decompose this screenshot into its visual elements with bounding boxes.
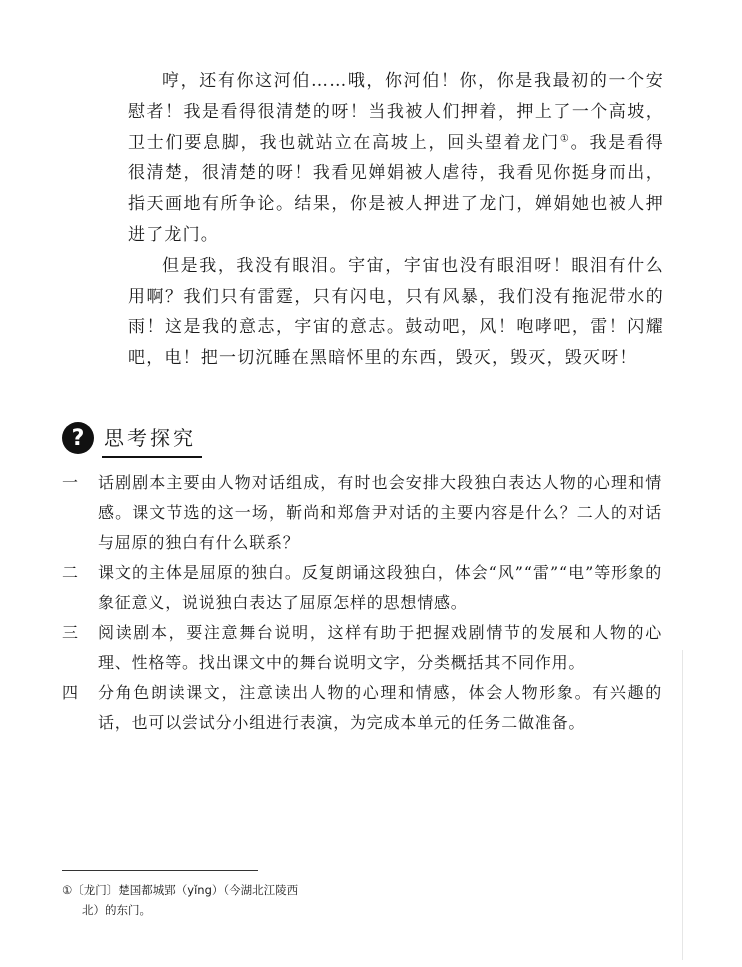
- drama-excerpt: [128, 66, 664, 374]
- question-list: [62, 468, 662, 738]
- question-text: 阅读剧本，要注意舞台说明，这样有助于把握戏剧情节的发展和人物的心理、性格等。找出课文中的舞台说明文字，分类概括其不同作用。: [98, 623, 662, 672]
- monologue-paragraph-1: [128, 66, 664, 251]
- paragraph-1-text-a: 哼，还有你这河伯……哦，你河伯！你，你是我最初的一个安慰者！我是看得很清楚的呀！当我被人们押着，押上了一个高坡，卫士们要息脚，我也就站立在高坡上，回头望着龙门: [128, 71, 664, 153]
- footnote-line-2: 北）的东门。: [82, 903, 151, 917]
- question-text: 分角色朗读课文，注意读出人物的心理和情感，体会人物形象。有兴趣的话，也可以尝试分小组进行表演，为完成本单元的任务二做准备。: [98, 683, 662, 732]
- question-number: 一: [62, 473, 79, 492]
- question-text: 话剧剧本主要由人物对话组成，有时也会安排大段独白表达人物的心理和情感。课文节选的这一场，靳尚和郑詹尹对话的主要内容是什么？二人的对话与屈原的独白有什么联系？: [98, 473, 662, 552]
- question-number: 四: [62, 683, 79, 702]
- footnote-divider: [62, 870, 258, 871]
- section-header: [62, 418, 196, 458]
- monologue-paragraph-2: 但是我，我没有眼泪。宇宙，宇宙也没有眼泪呀！眼泪有什么用啊？我们只有雷霆，只有闪电，只有风暴，我们没有拖泥带水的雨！这是我的意志，宇宙的意志。鼓动吧，风！咆哮吧，雷！闪耀吧，电！把一切沉睡在黑暗怀里的东西，毁灭，毁灭，毁灭呀！: [128, 255, 664, 369]
- list-item: [62, 618, 662, 678]
- list-item: [62, 468, 662, 558]
- section-title: 思考探究: [104, 422, 196, 455]
- page-edge-shadow: [682, 650, 683, 960]
- question-number: 二: [62, 563, 79, 582]
- question-number: 三: [62, 623, 79, 642]
- paragraph-1-text-b: 。我是看得很清楚，很清楚的呀！我看见婵娟被人虐待，我看见你挺身而出，指天画地有所争论。结果，你是被人押进了龙门，婵娟她也被人押进了龙门。: [128, 132, 664, 245]
- question-text: 课文的主体是屈原的独白。反复朗诵这段独白，体会“风”“雷”“电”等形象的象征意义，说说独白表达了屈原怎样的思想情感。: [98, 563, 662, 612]
- list-item: [62, 558, 662, 618]
- footnote-line-1: ①〔龙门〕楚国都城郢（yǐng）（今湖北江陵西: [62, 883, 299, 897]
- footnote-reference: ①: [559, 132, 571, 144]
- list-item: [62, 678, 662, 738]
- question-mark-icon: ?: [62, 422, 94, 454]
- footnote: [62, 880, 362, 920]
